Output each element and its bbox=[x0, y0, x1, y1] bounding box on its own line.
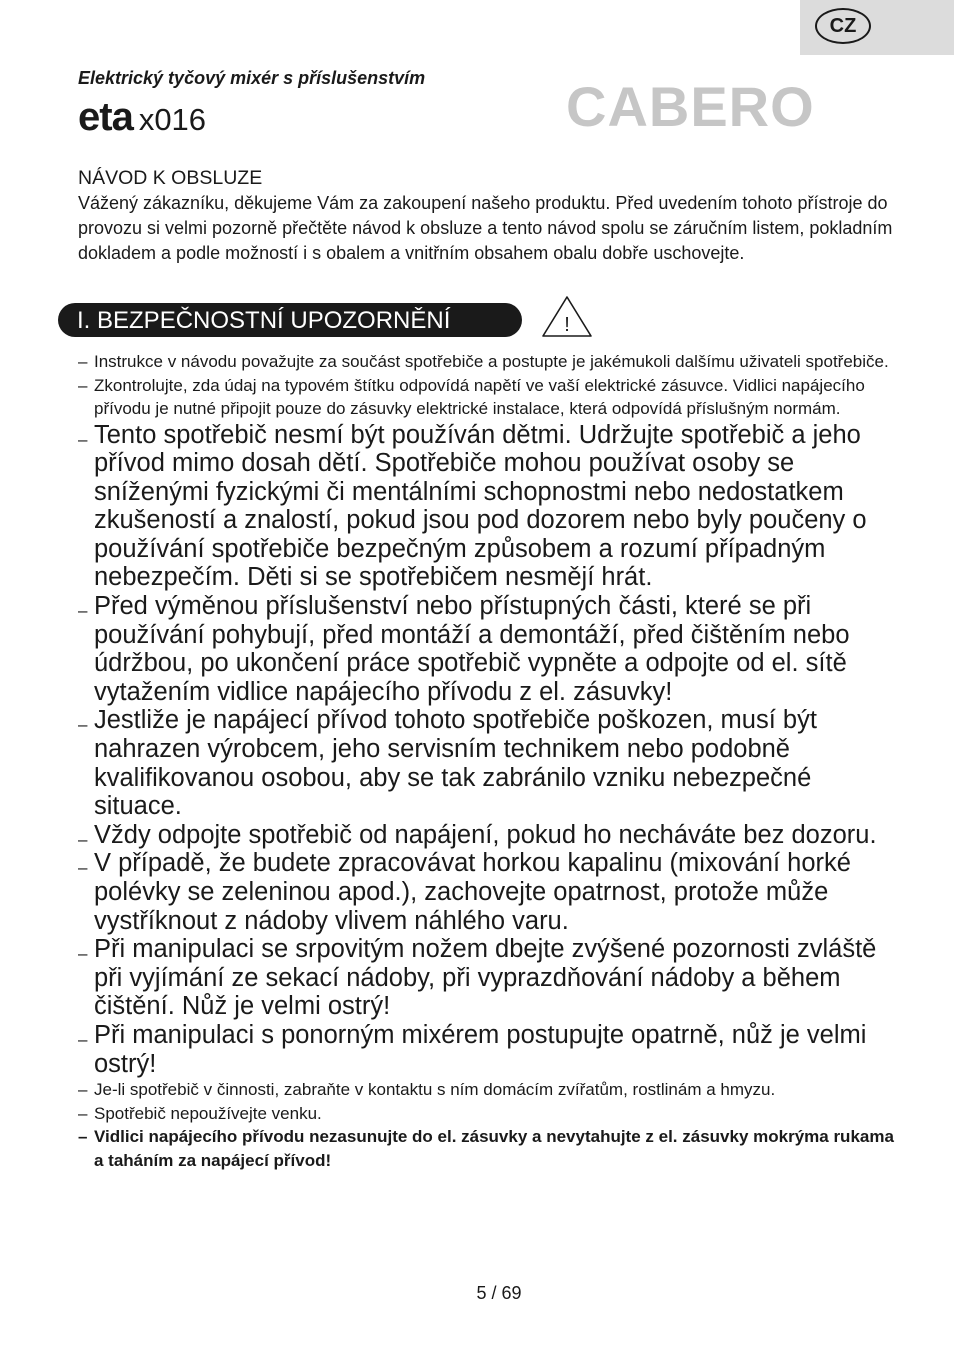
list-item: – Zkontrolujte, zda údaj na typovém štítku odpovídá napětí ve vaší elektrické zásuvce. Vidlici napájecího přívodu je nutné připojit pouze do zásuvky elektrické instalace, která odpovídá příslušným normám. bbox=[78, 375, 865, 418]
list-item: – Tento spotřebič nesmí být používán dětmi. Udržujte spotřebič a jeho přívod mimo dosah dětí. Spotřebiče mohou používat osoby se sníženými fyzickými či mentálními schopnostmi nebo nedostatkem zkušeností a znalostí, pokud jsou pod dozorem nebo byly poučeny o používání spotřebiče bezpečným způsobem a rozumí případným nebezpečím. Děti si se spotřebičem nesmějí hrát. bbox=[78, 420, 867, 592]
list-item: – Při manipulaci s ponorným mixérem postupujte opatrně, nůž je velmi ostrý! bbox=[78, 1020, 867, 1078]
list-item: – Instrukce v návodu považujte za součást spotřebiče a postupte je jakémukoli dalšímu uživateli spotřebiče. bbox=[78, 352, 889, 371]
warning-triangle-icon bbox=[540, 294, 594, 340]
list-item: – V případě, že budete zpracovávat horkou kapalinu (mixování horké polévky se zeleninou apod.), zachovejte opatrnost, protože může vystříknout z nádoby vlivem náhlého varu. bbox=[78, 849, 851, 935]
brand-name: eta bbox=[78, 95, 133, 139]
list-item: – Vždy odpojte spotřebič od napájení, pokud ho necháváte bez dozoru. bbox=[78, 820, 877, 849]
product-subtitle: Elektrický tyčový mixér s příslušenstvím bbox=[78, 68, 426, 88]
language-badge: CZ bbox=[815, 8, 871, 44]
svg-text:!: ! bbox=[564, 314, 570, 336]
list-item: – Spotřebič nepoužívejte venku. bbox=[78, 1103, 322, 1123]
brand-logo bbox=[78, 97, 206, 137]
intro-text: Vážený zákazníku, děkujeme Vám za zakoupení našeho produktu. Před uvedením tohoto přístroje do provozu si velmi pozorně přečtěte návod k obsluze a tento návod spolu se záručním listem, pokladním dokladem a podle možností i s obalem a vnitřním obsahem obalu dobře uschovejte. bbox=[78, 193, 893, 263]
page-number: 5 / 69 bbox=[476, 1283, 522, 1303]
list-item: – Před výměnou příslušenství nebo přístupných části, které se při používání pohybují, před montáží a demontáží, před čištěním nebo údržbou, po ukončení práce spotřebič vypněte a odpojte od el. sítě vytažením vidlice napájecího přívodu z el. zásuvky! bbox=[78, 592, 850, 706]
list-item: – Vidlici napájecího přívodu nezasunujte do el. zásuvky a nevytahujte z el. zásuvky mokrýma rukama a taháním za napájecí přívod! bbox=[78, 1127, 894, 1170]
manual-heading: NÁVOD K OBSLUZE bbox=[78, 167, 263, 189]
language-tab bbox=[800, 0, 954, 55]
list-item: – Je-li spotřebič v činnosti, zabraňte v kontaktu s ním domácím zvířatům, rostlinám a hmyzu. bbox=[78, 1080, 776, 1100]
list-item: – Jestliže je napájecí přívod tohoto spotřebiče poškozen, musí být nahrazen výrobcem, jeho servisním technikem nebo podobně kvalifikovanou osobou, aby se tak zabránilo vzniku nebezpečné situace. bbox=[78, 706, 817, 821]
intro-section bbox=[78, 166, 908, 266]
list-item: – Při manipulaci se srpovitým nožem dbejte zvýšené pozornosti zvláště při vyjímání ze sekací nádoby, při vyprazdňování nádoby a během čištění. Nůž je velmi ostrý! bbox=[78, 935, 877, 1021]
watermark: CABERO bbox=[566, 75, 815, 138]
section-title: I. BEZPEČNOSTNÍ UPOZORNĚNÍ bbox=[58, 303, 522, 337]
safety-list bbox=[78, 350, 898, 1172]
model-number: x016 bbox=[138, 102, 207, 137]
